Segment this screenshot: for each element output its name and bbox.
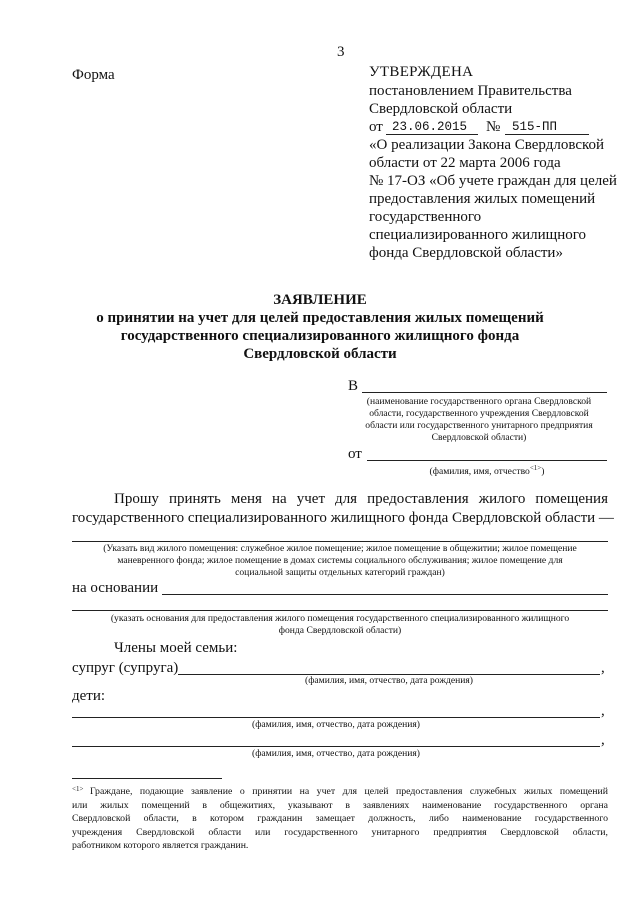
children-label: дети: [72,688,106,704]
footnote-reference: <1> [529,464,542,472]
approval-line: постановлением Правительства [369,83,572,99]
form-label: Форма [72,67,115,83]
heading-title: ЗАЯВЛЕНИЕ [273,292,367,308]
footnote-divider [72,778,222,779]
recipient-caption: области, государственного учреждения Свердловской [369,408,589,419]
child-field[interactable] [72,717,600,718]
heading-subtitle: государственного специализированного жилищного фонда [120,328,520,344]
child-comma: , [601,703,605,719]
footnote-line: работником которого является гражданин. [72,840,249,852]
footnote-line: <1> Граждане, подающие заявление о принятии на учет для целей предоставления служебных жилых помещений [72,785,608,797]
page-number: 3 [337,44,345,60]
applicant-caption: (фамилия, имя, отчество$^{<1>}$) [429,464,545,478]
applicant-field[interactable] [367,460,607,461]
recipient-caption: Свердловской области) [431,432,527,443]
child-caption: (фамилия, имя, отчество, дата рождения) [252,748,420,759]
footnote-marker: <1> [72,785,84,793]
housing-type-field[interactable] [72,541,608,542]
applicant-prefix: от [348,446,362,462]
spouse-caption: (фамилия, имя, отчество, дата рождения) [305,675,473,686]
approval-number: 515-ПП [512,120,558,134]
recipient-caption: области или государственного унитарного предприятия [365,420,593,431]
approval-title: УТВЕРЖДЕНА [369,64,474,80]
approval-desc-line: специализированного жилищного [369,227,587,243]
heading-subtitle: Свердловской области [243,346,397,362]
housing-type-caption: социальной защиты отдельных категорий граждан) [235,567,445,578]
footnote-line: Свердловской области, в котором гражданин замещает должность, либо наименование государственного [72,813,608,825]
approval-number-sign: № [486,119,501,135]
basis-field-continued[interactable] [72,610,608,611]
spouse-label: супруг (супруга) [72,660,179,676]
basis-caption: фонда Свердловской области) [278,625,402,636]
spouse-comma: , [601,660,605,676]
basis-caption: (указать основания для предоставления жилого помещения государственного специализированного жилищного [110,613,570,624]
body-paragraph-line: Прошу принять меня на учет для предоставления жилого помещения [114,491,608,507]
approval-line: Свердловской области [369,101,513,117]
approval-desc-line: фонда Свердловской области» [369,245,563,261]
housing-type-caption: (Указать вид жилого помещения: служебное жилое помещение; жилое помещение в общежитии; жилое помещение [103,543,577,554]
approval-desc-line: предоставления жилых помещений [369,191,596,207]
recipient-caption: (наименование государственного органа Свердловской [366,396,592,407]
recipient-field[interactable] [362,392,607,393]
housing-type-caption: маневренного фонда; жилое помещение в домах системы социального обслуживания; жилое помещение для [117,555,563,566]
recipient-prefix: В [348,378,359,394]
basis-label: на основании [72,580,159,596]
family-label: Члены моей семьи: [114,640,238,656]
child-comma: , [601,732,605,748]
approval-desc-line: государственного [369,209,482,225]
approval-date-prefix: от [369,119,383,135]
approval-date: 23.06.2015 [392,120,468,134]
approval-desc-line: № 17-ОЗ «Об учете граждан для целей [369,173,617,189]
footnote-line: или жилых помещений в общежитиях, указывают в заявлениях наименование государственного органа [72,799,608,811]
child-field[interactable] [72,746,600,747]
basis-field[interactable] [162,594,608,595]
child-caption: (фамилия, имя, отчество, дата рождения) [252,719,420,730]
heading-subtitle: о принятии на учет для целей предоставления жилых помещений [96,310,544,326]
body-paragraph-line: государственного специализированного жилищного фонда Свердловской области — [72,510,614,526]
approval-desc-line: «О реализации Закона Свердловской [369,137,605,153]
approval-desc-line: области от 22 марта 2006 года [369,155,561,171]
footnote-line: учреждения Свердловской области или государственного унитарного предприятия Свердловской области, [72,826,608,838]
footnote [72,785,608,853]
